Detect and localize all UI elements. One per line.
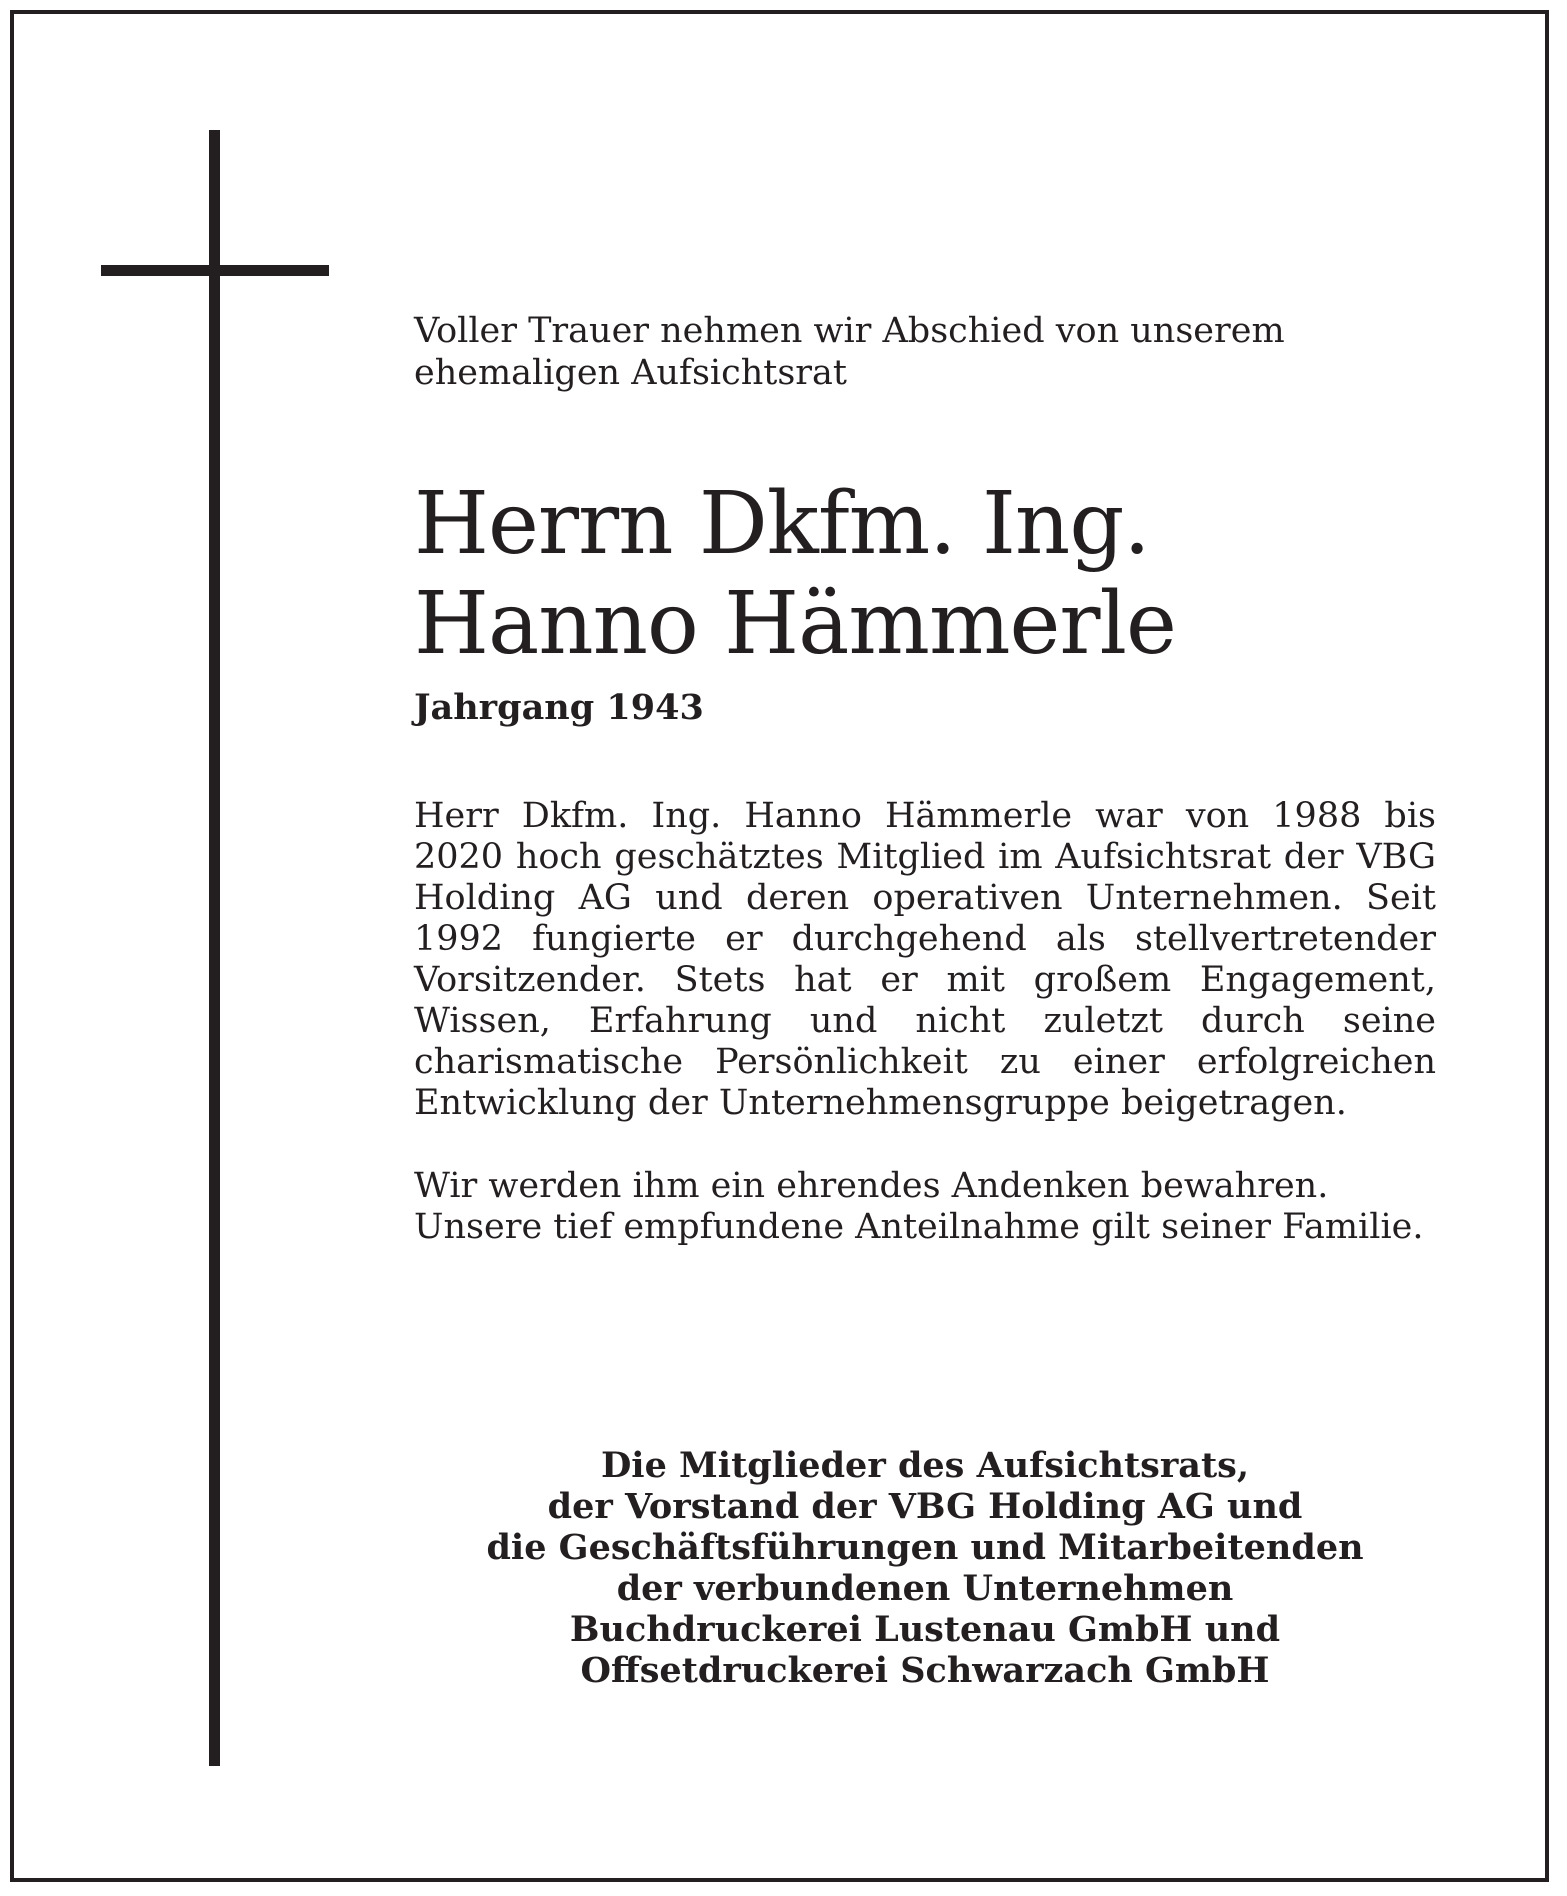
name-line-1: Herrn Dkfm. Ing. [414, 474, 1150, 574]
signature-line: Buchdruckerei Lustenau GmbH und [569, 1609, 1281, 1650]
cross-vertical-bar [209, 130, 220, 1766]
signature-line: der Vorstand der VBG Holding AG und [547, 1486, 1303, 1527]
closing-paragraph: Wir werden ihm ein ehrendes Andenken bewahren. Unsere tief empfundene Anteilnahme gilt seiner Familie. [414, 1166, 1424, 1247]
birth-year: Jahrgang 1943 [414, 687, 704, 728]
signature-block [414, 1445, 1436, 1691]
signature-line: Die Mitglieder des Aufsichtsrats, [600, 1445, 1250, 1486]
deceased-name [414, 474, 1436, 674]
signature-line: der verbundenen Unternehmen [616, 1568, 1234, 1609]
cross-horizontal-bar [101, 265, 329, 276]
intro-text: Voller Trauer nehmen wir Abschied von unserem ehemaligen Aufsichtsrat [414, 311, 1285, 393]
name-line-2: Hanno Hämmerle [414, 574, 1176, 674]
signature-line: die Geschäftsführungen und Mitarbeitenden [486, 1527, 1364, 1568]
tribute-paragraph: Herr Dkfm. Ing. Hanno Hämmerle war von 1988 bis 2020 hoch geschätztes Mitglied im Aufsichtsrat der VBG Holding AG und deren operativen Unternehmen. Seit 1992 fungierte er durchgehend als stellvertretender Vorsitzender. Stets hat er mit großem Engagement, Wissen, Erfahrung und nicht zuletzt durch seine charismatische Persönlichkeit zu einer erfolgreichen Entwicklung der Unternehmensgruppe beigetragen. [414, 796, 1436, 1123]
signature-line: Offsetdruckerei Schwarzach GmbH [580, 1650, 1270, 1691]
obituary-content [414, 310, 1436, 1248]
